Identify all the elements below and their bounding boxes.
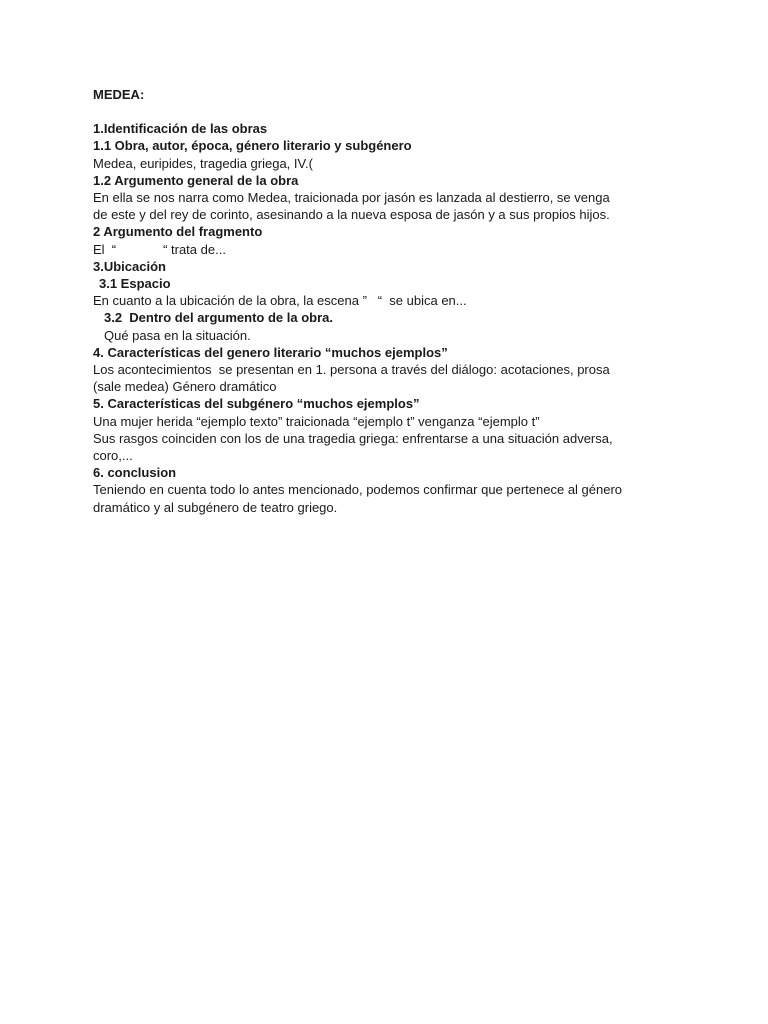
- section-4-text-line-2: (sale medea) Género dramático: [93, 379, 277, 395]
- section-3-2-text: Qué pasa en la situación.: [104, 327, 251, 343]
- section-1-2-text-line-2: de este y del rey de corinto, asesinando a la nueva esposa de jasón y a sus propios hijos.: [93, 207, 610, 223]
- section-4-heading: 4. Características del genero literario “muchos ejemplos”: [93, 344, 448, 360]
- section-3-1-heading: 3.1 Espacio: [99, 276, 171, 292]
- section-5-text-line-3: coro,...: [93, 448, 133, 464]
- section-3-2-heading: 3.2 Dentro del argumento de la obra.: [104, 310, 333, 326]
- section-6-heading: 6. conclusion: [93, 465, 177, 481]
- section-5-text-line-1: Una mujer herida “ejemplo texto” traicionada “ejemplo t” venganza “ejemplo t”: [93, 413, 540, 429]
- document-body: [93, 86, 693, 516]
- document-title: MEDEA:: [93, 87, 145, 102]
- section-6-text-line-1: Teniendo en cuenta todo lo antes mencionado, podemos confirmar que pertenece al género: [93, 482, 623, 498]
- section-3-heading: 3.Ubicación: [93, 258, 166, 274]
- section-4-text-line-1: Los acontecimientos se presentan en 1. persona a través del diálogo: acotaciones, prosa: [93, 362, 610, 378]
- section-5-heading: 5. Características del subgénero “muchos ejemplos”: [93, 396, 420, 412]
- section-1-1-heading: 1.1 Obra, autor, época, género literario y subgénero: [93, 138, 412, 154]
- section-2-text: El “ “ trata de...: [93, 241, 226, 257]
- section-5-text-line-2: Sus rasgos coinciden con los de una tragedia griega: enfrentarse a una situación adversa,: [93, 430, 613, 446]
- section-1-2-text-line-1: En ella se nos narra como Medea, traicionada por jasón es lanzada al destierro, se venga: [93, 190, 610, 206]
- section-6-text-line-2: dramático y al subgénero de teatro griego.: [93, 499, 338, 515]
- section-1-1-text: Medea, euripides, tragedia griega, IV.(: [93, 155, 313, 171]
- section-1-2-heading: 1.2 Argumento general de la obra: [93, 172, 299, 188]
- section-2-heading: 2 Argumento del fragmento: [93, 224, 263, 240]
- section-1-heading: 1.Identificación de las obras: [93, 121, 268, 137]
- section-3-1-text: En cuanto a la ubicación de la obra, la escena ” “ se ubica en...: [93, 293, 467, 309]
